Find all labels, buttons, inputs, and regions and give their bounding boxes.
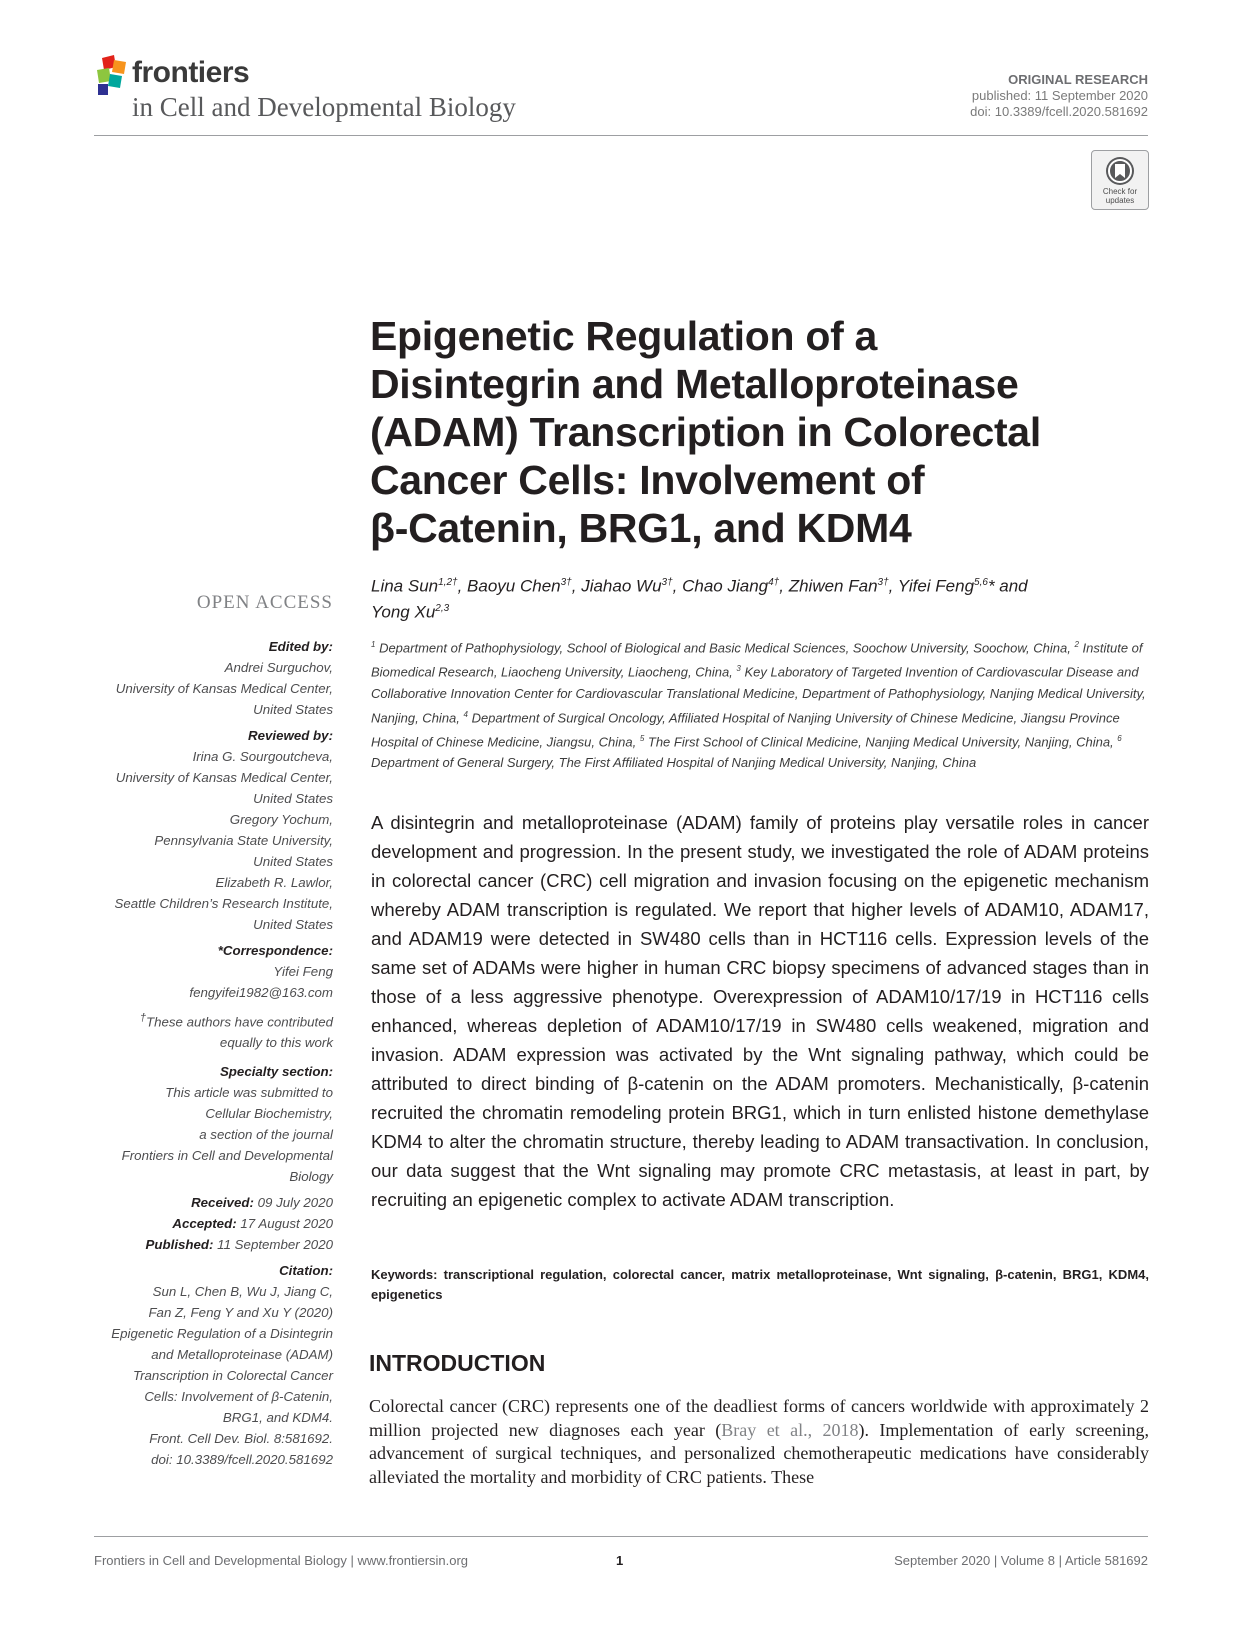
title-line: β-Catenin, BRG1, and KDM4 (370, 505, 912, 551)
author-affiliation-mark: 3† (877, 577, 889, 588)
citation-line: Epigenetic Regulation of a Disintegrin (111, 1326, 333, 1342)
reviewer-line: Seattle Children’s Research Institute, (114, 896, 333, 911)
specialty-line: Frontiers in Cell and Developmental (121, 1148, 333, 1164)
author-name[interactable]: Zhiwen Fan (788, 576, 878, 596)
author-affiliation-mark: 5,6 (974, 577, 988, 588)
check-updates-line-1: Check for (1102, 187, 1138, 196)
citation-line: Transcription in Colorectal Cancer (132, 1368, 333, 1384)
article-doi[interactable]: doi: 10.3389/fcell.2020.581692 (970, 104, 1148, 119)
introduction-heading: INTRODUCTION (369, 1350, 546, 1376)
correspondence-label: *Correspondence: (217, 943, 333, 958)
author-name[interactable]: Lina Sun (371, 576, 439, 596)
title-line: Epigenetic Regulation of a (370, 313, 878, 359)
citation-line: Cells: Involvement of β-Catenin, (144, 1389, 333, 1405)
logo-wordmark: frontiers (132, 56, 250, 89)
received-label: Received: (191, 1195, 254, 1211)
check-updates-line-2: updates (1105, 196, 1135, 205)
editor-line: United States (253, 702, 333, 717)
specialty-line: a section of the journal (199, 1127, 333, 1143)
open-access-label: OPEN ACCESS (196, 592, 333, 613)
article-info-sidebar (80, 636, 333, 1470)
page-number: 1 (616, 1553, 624, 1568)
specialty-line: This article was submitted to (165, 1085, 333, 1101)
author-affiliation-mark: 3† (560, 577, 572, 588)
author-name[interactable]: Jiahao Wu (581, 576, 662, 596)
affiliation-text: The First School of Clinical Medicine, Nanjing Medical University, Nanjing, China, (644, 734, 1118, 750)
citation-line: Front. Cell Dev. Biol. 8:581692. (149, 1431, 333, 1447)
intro-text: ). Implementation of early screening, advancement of surgical techniques, and personalized chemotherapeutic medications have considerably alleviated the mortality and morbidity of CRC patients. These (369, 1419, 1149, 1487)
affiliation-number: 6 (1117, 733, 1122, 743)
accepted-label: Accepted: (172, 1216, 237, 1232)
equal-contribution-line: These authors have contributed (145, 1014, 333, 1030)
citation-line: Sun L, Chen B, Wu J, Jiang C, (152, 1284, 333, 1300)
published-date: published: 11 September 2020 (971, 88, 1148, 103)
affiliation-text: Department of General Surgery, The First Affiliated Hospital of Nanjing Medical University, Nanjing, China (371, 755, 977, 771)
article-meta (970, 72, 1148, 120)
author-list (371, 572, 1131, 623)
equal-contribution-line: equally to this work (219, 1035, 333, 1051)
specialty-line: Cellular Biochemistry, (205, 1106, 333, 1122)
keywords: Keywords: transcriptional regulation, colorectal cancer, matrix metalloproteinase, Wnt signaling, β-catenin, BRG1, KDM4, epigenetics (371, 1267, 1149, 1302)
reviewer-line: United States (253, 917, 333, 932)
received-date (80, 1192, 333, 1213)
article-title (370, 312, 1110, 552)
header-divider (94, 135, 1148, 136)
author-separator: , (672, 576, 683, 596)
reviewer-line: United States (253, 854, 333, 869)
author-separator: , (779, 576, 789, 596)
abstract-text: A disintegrin and metalloproteinase (ADAM) family of proteins play versatile roles in cancer development and progression. In the present study, we investigated the role of ADAM proteins in colorectal cancer (CRC) cell migration and invasion focusing on the epigenetic mechanism whereby ADAM transcription is regulated. We report that higher levels of ADAM10, ADAM17, and ADAM19 were detected in SW480 cells than in HCT116 cells. Expression levels of the same set of ADAMs were higher in human CRC biopsy specimens of advanced stages than in those of a less aggressive phenotype. Overexpression of ADAM10/17/19 in HCT116 cells enhanced, whereas depletion of ADAM10/17/19 in SW480 cells weakened, migration and invasion. ADAM expression was activated by the Wnt signaling pathway, which could be attributed to direct binding of β-catenin on the ADAM promoters. Mechanistically, β-catenin recruited the chromatin remodeling protein BRG1, which in turn enlisted histone demethylase KDM4 to alter the chromatin structure, thereby leading to ADAM transactivation. In conclusion, our data suggest that the Wnt signaling may promote CRC metastasis, at least in part, by recruiting an epigenetic complex to activate ADAM transcription. (371, 812, 1149, 1210)
affiliation-number: 5 (639, 733, 645, 743)
title-line: Disintegrin and Metalloproteinase (370, 361, 1019, 407)
footer-issue-info: September 2020 | Volume 8 | Article 581692 (894, 1553, 1148, 1568)
author-name[interactable]: Yifei Feng (897, 576, 975, 596)
affiliation-number: 4 (463, 709, 468, 719)
reviewer-line: Gregory Yochum, (229, 812, 333, 827)
affiliation-text: Department of Surgical Oncology, Affiliated Hospital of Nanjing University of Chinese Medicine, Jiangsu Province Hospital of Chinese Medicine, Jiangsu, China, (371, 709, 1120, 750)
correspondence-email[interactable]: fengyifei1982@163.com (189, 985, 333, 1000)
title-line: Cancer Cells: Involvement of (370, 457, 925, 503)
affiliation-list (371, 634, 1151, 773)
edited-by-label: Edited by: (268, 639, 333, 654)
reviewer-line: Irina G. Sourgoutcheva, (192, 749, 333, 764)
author-separator: * and (987, 576, 1028, 596)
author-affiliation-mark: 3† (661, 577, 673, 588)
author-affiliation-mark: 4† (768, 577, 780, 588)
citation-doi[interactable]: doi: 10.3389/fcell.2020.581692 (151, 1452, 333, 1468)
frontiers-logo-icon (94, 54, 128, 96)
affiliation-text: Department of Pathophysiology, School of Biological and Basic Medical Sciences, Soochow University, Soochow, China, (375, 640, 1075, 656)
author-separator: , (888, 576, 898, 596)
affiliation-text: Institute of Biomedical Research, Liaocheng University, Liaocheng, China, (371, 640, 1143, 680)
author-name[interactable]: Yong Xu (371, 602, 436, 622)
affiliation-number: 3 (736, 664, 741, 674)
correspondence-name: Yifei Feng (273, 964, 333, 979)
reviewer-line: United States (253, 791, 333, 806)
citation-line: and Metalloproteinase (ADAM) (151, 1347, 333, 1363)
author-separator: , (571, 576, 582, 596)
specialty-line: Biology (289, 1169, 333, 1185)
bookmark-refresh-icon (1104, 155, 1136, 187)
author-name[interactable]: Baoyu Chen (467, 576, 561, 596)
journal-logo[interactable] (94, 52, 574, 127)
affiliation-text: Key Laboratory of Targeted Invention of Cardiovascular Disease and Collaborative Innovation Center for Cardiovascular Translational Medicine, Department of Pathophysiology, Nanjing Medical University, Nanjing, China, (371, 664, 1146, 725)
check-for-updates-button[interactable] (1091, 150, 1149, 210)
dagger-mark: † (139, 1012, 146, 1024)
affiliation-number: 2 (1074, 640, 1079, 649)
author-affiliation-mark: 2,3 (435, 602, 450, 614)
intro-text: Colorectal cancer (CRC) represents one of the deadliest forms of cancers worldwide with approximately 2 million projected new diagnoses each year ( (369, 1396, 1149, 1440)
article-type: ORIGINAL RESEARCH (1008, 72, 1148, 87)
published-label: Published: (145, 1237, 214, 1253)
editor-line: Andrei Surguchov, (224, 660, 333, 675)
citation-line: Fan Z, Feng Y and Xu Y (2020) (148, 1305, 333, 1321)
citation-line: BRG1, and KDM4. (222, 1410, 333, 1426)
editor-line: University of Kansas Medical Center, (115, 681, 333, 696)
author-name[interactable]: Chao Jiang (682, 576, 769, 596)
journal-name: in Cell and Developmental Biology (132, 92, 516, 122)
published-value: 11 September 2020 (213, 1237, 333, 1253)
specialty-section-label: Specialty section: (219, 1064, 333, 1080)
published-date-sidebar (80, 1234, 333, 1255)
reviewed-by-label: Reviewed by: (248, 728, 333, 743)
affiliation-number: 1 (371, 640, 376, 649)
author-separator: , (457, 576, 468, 596)
reviewer-line: University of Kansas Medical Center, (115, 770, 333, 785)
citation-label: Citation: (279, 1263, 333, 1279)
author-affiliation-mark: 1,2† (438, 577, 458, 588)
footer-journal-link[interactable]: Frontiers in Cell and Developmental Biology | www.frontiersin.org (94, 1553, 469, 1568)
received-value: 09 July 2020 (253, 1195, 333, 1211)
accepted-date (80, 1213, 333, 1234)
title-line: (ADAM) Transcription in Colorectal (370, 409, 1041, 455)
accepted-value: 17 August 2020 (236, 1216, 333, 1232)
introduction-paragraph (369, 1395, 1149, 1489)
citation-link[interactable]: Bray et al., 2018 (721, 1419, 859, 1440)
reviewer-line: Elizabeth R. Lawlor, (215, 875, 333, 890)
footer-divider (94, 1536, 1148, 1537)
reviewer-line: Pennsylvania State University, (154, 833, 333, 848)
equal-contribution-note (80, 1008, 333, 1032)
